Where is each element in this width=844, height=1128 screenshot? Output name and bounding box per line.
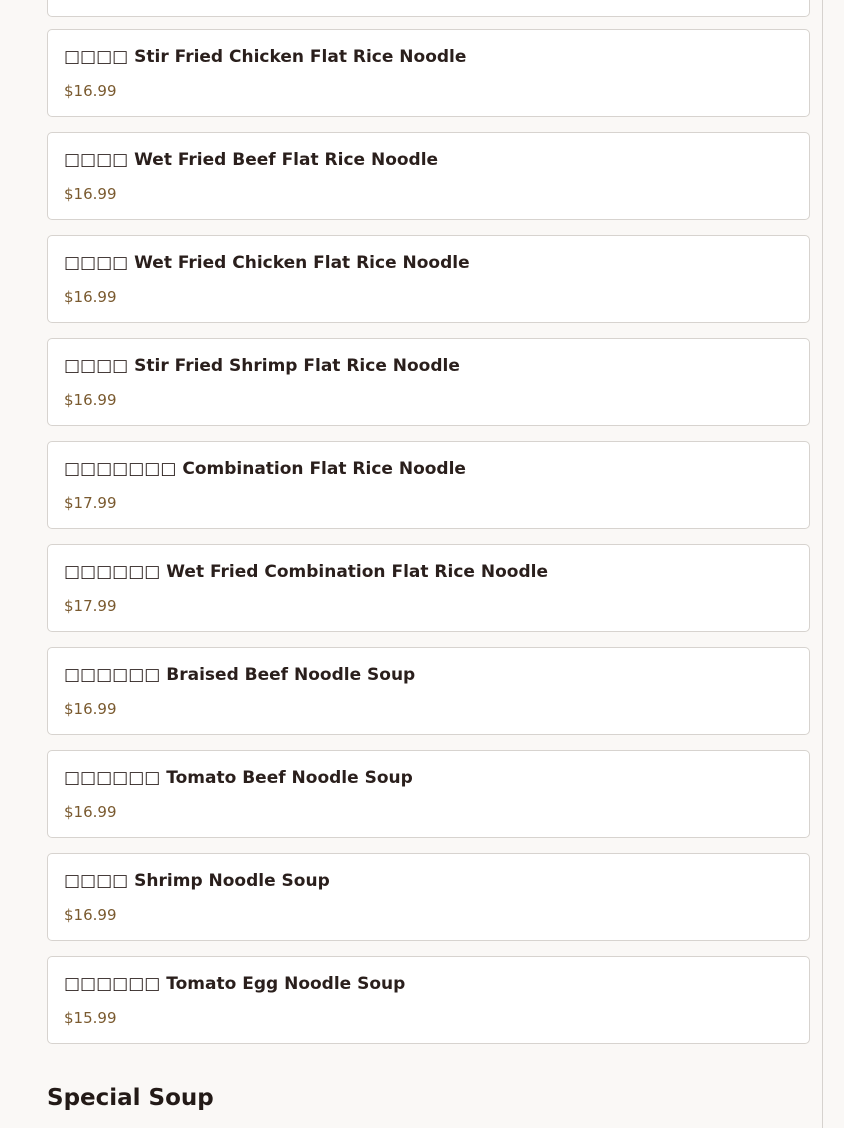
menu-item-price: $16.99 xyxy=(64,185,117,203)
menu-item-price: $16.99 xyxy=(64,803,117,821)
menu-item-card[interactable] xyxy=(47,338,810,426)
menu-item-name: □□□□□□ Braised Beef Noodle Soup xyxy=(64,665,416,685)
menu-item-name: □□□□ Wet Fried Chicken Flat Rice Noodle xyxy=(64,253,470,273)
menu-item-price: $16.99 xyxy=(64,700,117,718)
menu-item-name: □□□□□□□ Combination Flat Rice Noodle xyxy=(64,459,466,479)
menu-item-price: $16.99 xyxy=(64,391,117,409)
menu-item-price: $16.99 xyxy=(64,288,117,306)
menu-item-name: □□□□ Stir Fried Shrimp Flat Rice Noodle xyxy=(64,356,460,376)
menu-item-name: □□□□□□ Wet Fried Combination Flat Rice Noodle xyxy=(64,562,548,582)
menu-item-name: □□□□ Shrimp Noodle Soup xyxy=(64,871,330,891)
menu-item-price: $16.99 xyxy=(64,906,117,924)
menu-item-card-partial[interactable] xyxy=(47,0,810,17)
section-title-special-soup: Special Soup xyxy=(47,1085,214,1111)
menu-item-card[interactable] xyxy=(47,441,810,529)
menu-item-name: □□□□□□ Tomato Egg Noodle Soup xyxy=(64,974,406,994)
menu-item-card[interactable] xyxy=(47,132,810,220)
menu-item-price: $17.99 xyxy=(64,597,117,615)
menu-item-card[interactable] xyxy=(47,956,810,1044)
menu-item-price: $15.99 xyxy=(64,1009,117,1027)
menu-item-card[interactable] xyxy=(47,29,810,117)
menu-item-card[interactable] xyxy=(47,853,810,941)
menu-item-card[interactable] xyxy=(47,235,810,323)
menu-item-name: □□□□ Stir Fried Chicken Flat Rice Noodle xyxy=(64,47,467,67)
right-divider xyxy=(822,0,823,1128)
menu-item-name: □□□□□□ Tomato Beef Noodle Soup xyxy=(64,768,413,788)
menu-item-price: $17.99 xyxy=(64,494,117,512)
menu-item-card[interactable] xyxy=(47,647,810,735)
menu-item-name: □□□□ Wet Fried Beef Flat Rice Noodle xyxy=(64,150,439,170)
menu-item-card[interactable] xyxy=(47,750,810,838)
menu-item-card[interactable] xyxy=(47,544,810,632)
menu-item-price: $16.99 xyxy=(64,82,117,100)
